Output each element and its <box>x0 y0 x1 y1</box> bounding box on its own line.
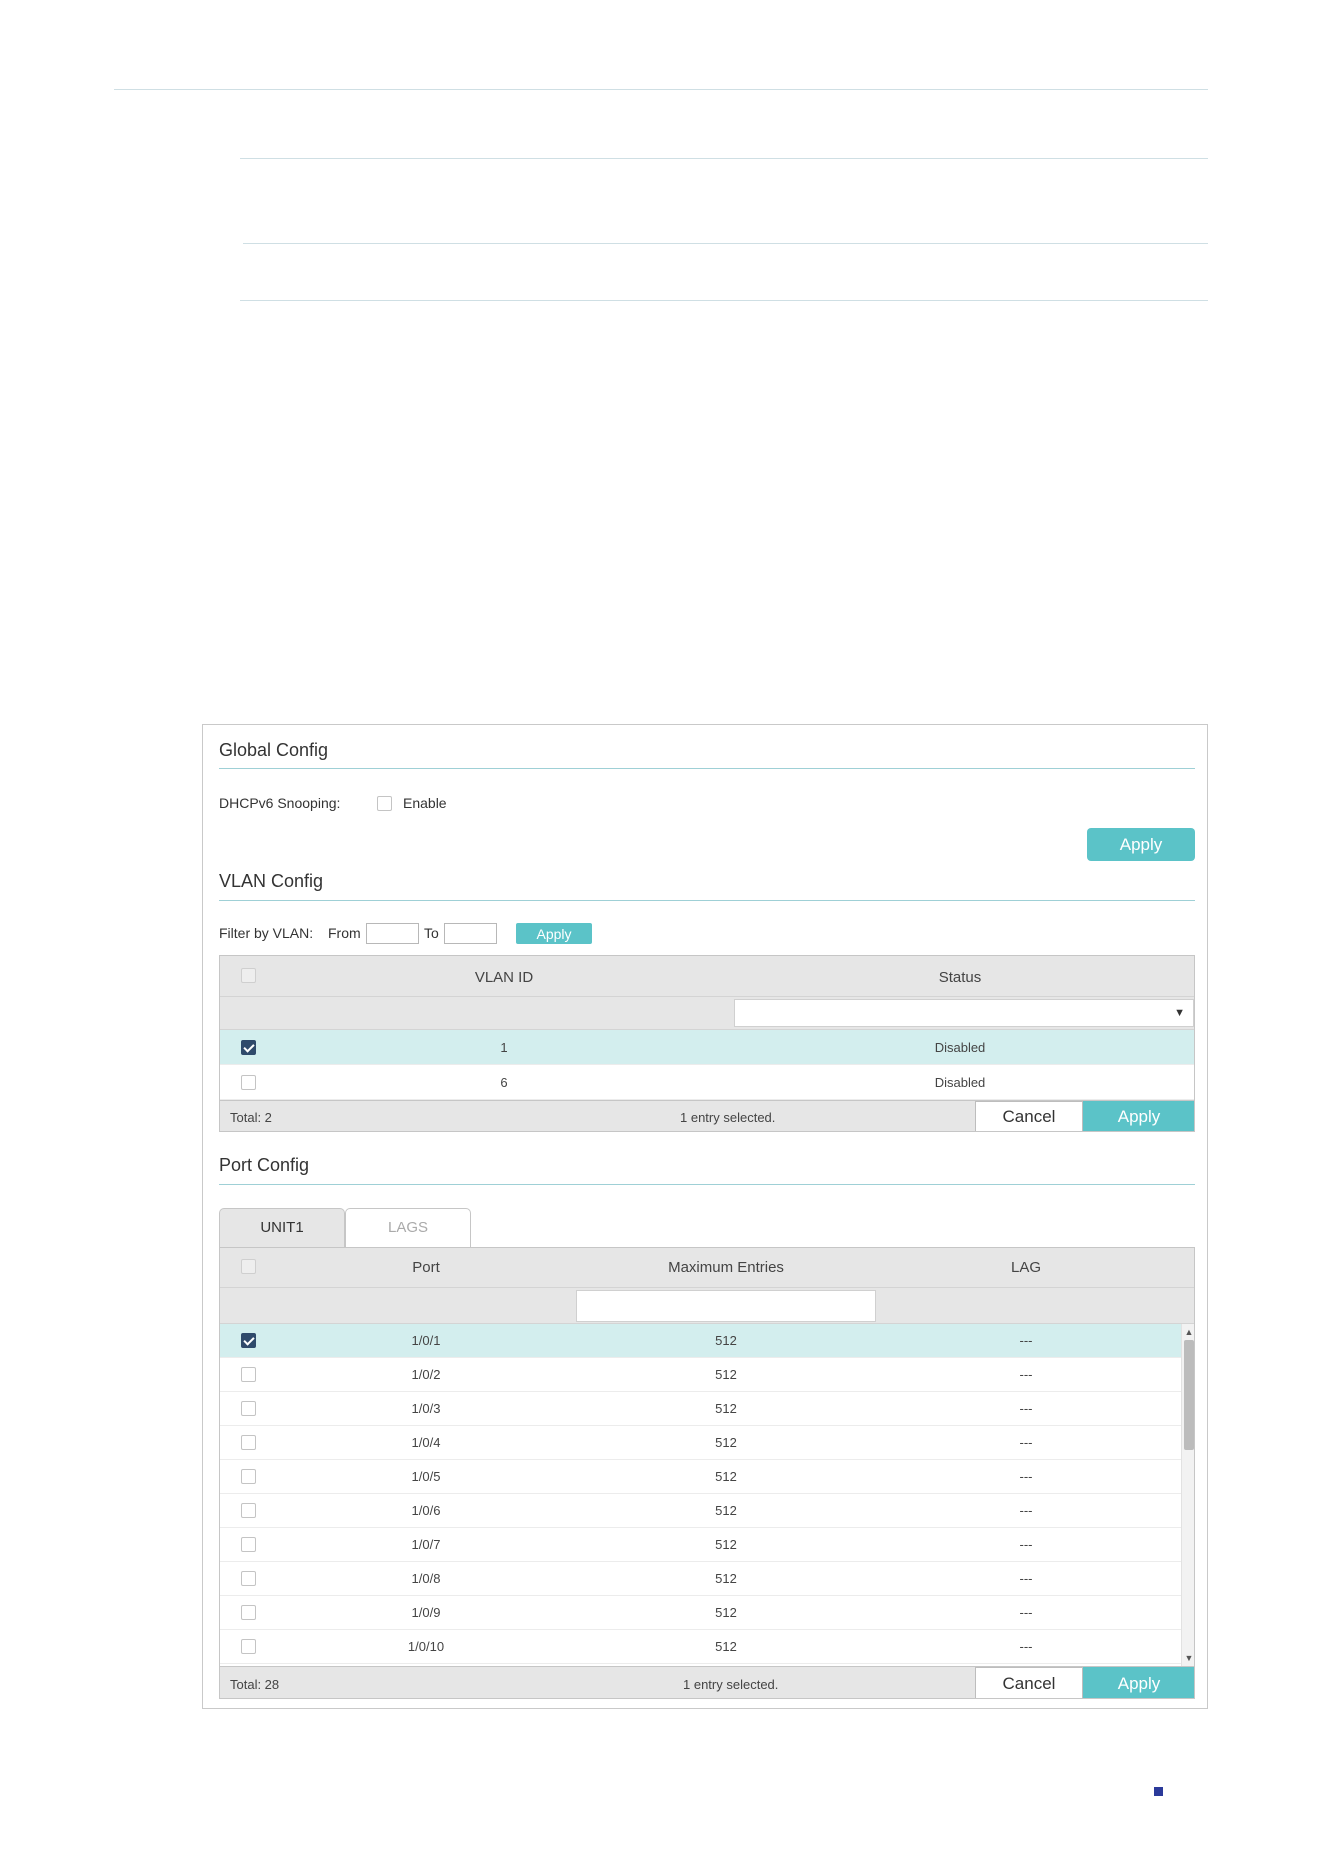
max-entries-cell: 512 <box>715 1639 737 1654</box>
port-config-title: Port Config <box>219 1155 310 1175</box>
max-entries-cell: 512 <box>715 1333 737 1348</box>
doc-rule-3 <box>243 243 1208 244</box>
scroll-up-icon[interactable]: ▲ <box>1184 1327 1194 1337</box>
scroll-down-icon[interactable]: ▼ <box>1184 1653 1194 1663</box>
lag-cell: --- <box>1019 1639 1033 1654</box>
table-row[interactable] <box>220 1562 1181 1596</box>
port-cell: 1/0/8 <box>411 1571 441 1586</box>
status-cell: Disabled <box>934 1075 986 1090</box>
status-filter-select[interactable] <box>734 999 1194 1027</box>
enable-checkbox[interactable] <box>377 796 392 811</box>
vlan-filter-apply-button[interactable]: Apply <box>516 923 592 944</box>
vlan-config-rule <box>219 900 1195 901</box>
lag-cell: --- <box>1019 1571 1033 1586</box>
scroll-thumb[interactable] <box>1184 1340 1194 1450</box>
table-row[interactable] <box>220 1358 1181 1392</box>
max-entries-cell: 512 <box>715 1435 737 1450</box>
port-selection-status: 1 entry selected. <box>683 1677 779 1692</box>
filter-by-vlan-label: Filter by VLAN: <box>219 925 314 941</box>
vlan-id-column-header: VLAN ID <box>474 969 534 986</box>
vlan-table-footer <box>220 1100 1194 1132</box>
page-marker-square <box>1154 1787 1163 1796</box>
max-entries-cell: 512 <box>715 1367 737 1382</box>
vlan-apply-button[interactable]: Apply <box>1083 1101 1195 1132</box>
row-checkbox[interactable] <box>241 1571 256 1586</box>
tab-unit1[interactable]: UNIT1 <box>219 1208 345 1248</box>
port-table-scrollbar[interactable] <box>1181 1324 1195 1666</box>
lag-cell: --- <box>1019 1367 1033 1382</box>
status-column-header: Status <box>938 969 982 986</box>
table-row[interactable] <box>220 1324 1181 1358</box>
max-entries-cell: 512 <box>715 1503 737 1518</box>
row-checkbox[interactable] <box>241 1333 256 1348</box>
lag-cell: --- <box>1019 1333 1033 1348</box>
tab-lags[interactable]: LAGS <box>345 1208 471 1248</box>
vlan-table-header <box>220 956 1194 997</box>
port-column-header: Port <box>412 1259 440 1276</box>
vlan-table <box>219 955 1195 1132</box>
vlan-from-input[interactable] <box>366 923 419 944</box>
vlan-select-all-checkbox[interactable] <box>241 968 256 983</box>
table-row[interactable] <box>220 1065 1194 1100</box>
row-checkbox[interactable] <box>241 1401 256 1416</box>
row-checkbox[interactable] <box>241 1367 256 1382</box>
table-row[interactable] <box>220 1460 1181 1494</box>
lag-cell: --- <box>1019 1435 1033 1450</box>
maximum-entries-column-header: Maximum Entries <box>668 1259 784 1276</box>
row-checkbox[interactable] <box>241 1605 256 1620</box>
dhcpv6-snooping-config-panel <box>202 724 1208 1709</box>
port-apply-button[interactable]: Apply <box>1083 1667 1195 1699</box>
port-cell: 1/0/9 <box>411 1605 441 1620</box>
lag-cell: --- <box>1019 1605 1033 1620</box>
vlan-id-cell: 1 <box>500 1040 508 1055</box>
table-row[interactable] <box>220 1426 1181 1460</box>
port-cell: 1/0/1 <box>411 1333 441 1348</box>
doc-rule-2 <box>240 158 1208 159</box>
table-row[interactable] <box>220 1630 1181 1664</box>
vlan-selection-status: 1 entry selected. <box>680 1110 776 1125</box>
port-cell: 1/0/6 <box>411 1503 441 1518</box>
max-entries-cell: 512 <box>715 1571 737 1586</box>
table-row[interactable] <box>220 1030 1194 1065</box>
row-checkbox[interactable] <box>241 1075 256 1090</box>
port-cell: 1/0/7 <box>411 1537 441 1552</box>
global-apply-button[interactable]: Apply <box>1087 828 1195 861</box>
vlan-cancel-button[interactable]: Cancel <box>975 1101 1083 1132</box>
global-config-title: Global Config <box>219 740 329 760</box>
to-label: To <box>424 925 439 941</box>
enable-label: Enable <box>403 795 447 811</box>
table-row[interactable] <box>220 1528 1181 1562</box>
row-checkbox[interactable] <box>241 1040 256 1055</box>
lag-column-header: LAG <box>1010 1259 1042 1276</box>
port-cell: 1/0/2 <box>411 1367 441 1382</box>
max-entries-cell: 512 <box>715 1537 737 1552</box>
port-cell: 1/0/4 <box>411 1435 441 1450</box>
port-table <box>219 1247 1195 1699</box>
global-config-rule <box>219 768 1195 769</box>
table-row[interactable] <box>220 1392 1181 1426</box>
vlan-filter-row <box>220 997 1194 1030</box>
max-entries-cell: 512 <box>715 1605 737 1620</box>
port-total-count: Total: 28 <box>230 1677 280 1692</box>
port-select-all-checkbox[interactable] <box>241 1259 256 1274</box>
port-cancel-button[interactable]: Cancel <box>975 1667 1083 1699</box>
vlan-total-count: Total: 2 <box>230 1110 272 1125</box>
vlan-to-input[interactable] <box>444 923 497 944</box>
row-checkbox[interactable] <box>241 1435 256 1450</box>
chevron-down-icon: ▼ <box>1174 1007 1185 1019</box>
lag-cell: --- <box>1019 1537 1033 1552</box>
port-cell: 1/0/3 <box>411 1401 441 1416</box>
port-table-header <box>220 1248 1194 1288</box>
port-filter-row <box>220 1288 1194 1324</box>
from-label: From <box>328 925 361 941</box>
vlan-id-cell: 6 <box>500 1075 508 1090</box>
doc-rule-4 <box>240 300 1208 301</box>
port-cell: 1/0/10 <box>407 1639 445 1654</box>
lag-cell: --- <box>1019 1503 1033 1518</box>
row-checkbox[interactable] <box>241 1469 256 1484</box>
row-checkbox[interactable] <box>241 1503 256 1518</box>
max-entries-cell: 512 <box>715 1469 737 1484</box>
lag-cell: --- <box>1019 1401 1033 1416</box>
table-row[interactable] <box>220 1494 1181 1528</box>
status-cell: Disabled <box>934 1040 986 1055</box>
lag-cell: --- <box>1019 1469 1033 1484</box>
port-config-rule <box>219 1184 1195 1185</box>
maximum-entries-filter-input[interactable] <box>576 1290 876 1322</box>
doc-rule-top <box>114 89 1208 90</box>
max-entries-cell: 512 <box>715 1401 737 1416</box>
row-checkbox[interactable] <box>241 1537 256 1552</box>
table-row[interactable] <box>220 1596 1181 1630</box>
port-rows-container <box>220 1324 1181 1666</box>
vlan-config-title: VLAN Config <box>219 871 324 891</box>
dhcpv6-snooping-label: DHCPv6 Snooping: <box>219 795 341 811</box>
port-cell: 1/0/5 <box>411 1469 441 1484</box>
row-checkbox[interactable] <box>241 1639 256 1654</box>
port-table-footer <box>220 1666 1194 1699</box>
